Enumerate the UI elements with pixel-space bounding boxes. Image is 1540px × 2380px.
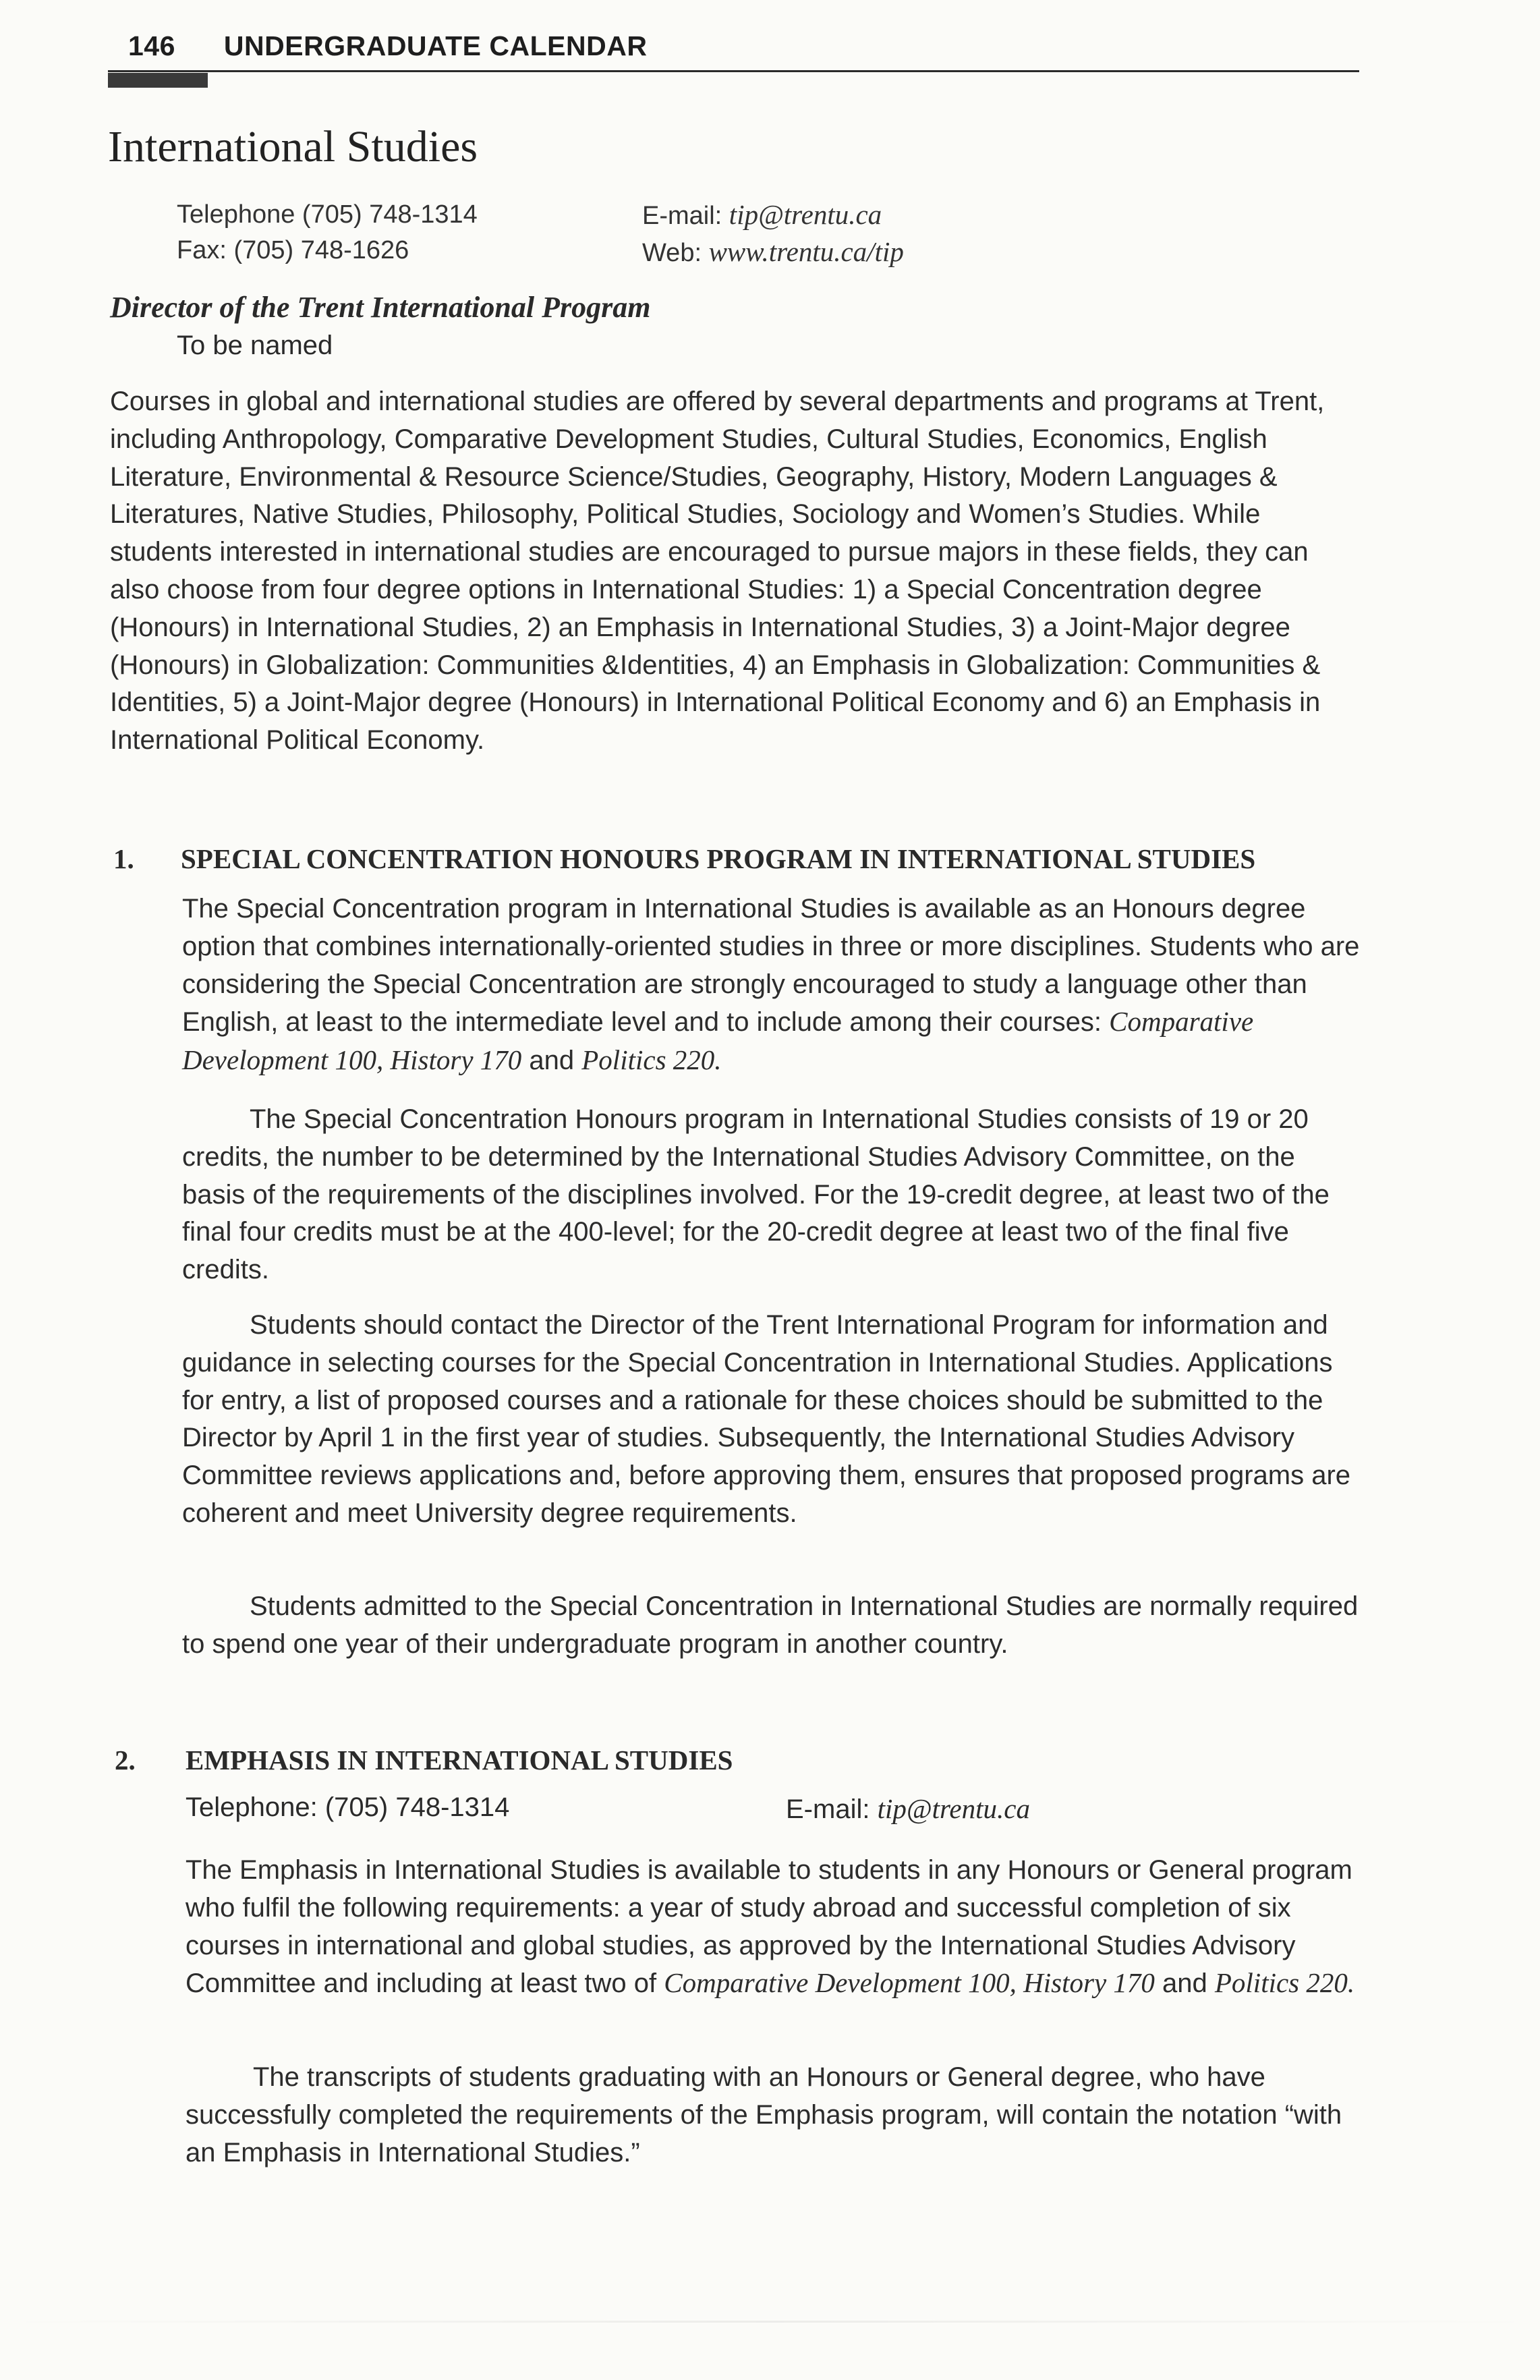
- section-2-paragraph-2: The transcripts of students graduating with an Honours or General degree, who have successfully completed the requirements of the Emphasis program, will contain the notation “with an Emphasis in International Studies.”: [186, 2062, 1342, 2168]
- page-number: 146: [128, 30, 175, 61]
- telephone: Telephone (705) 748-1314: [177, 200, 478, 229]
- section-2-p1-courses: Comparative Development 100, History 170: [664, 1967, 1155, 1999]
- section-1-p1-last: Politics 220.: [581, 1044, 722, 1076]
- section-2-p1-and: and: [1154, 1968, 1215, 1999]
- section-1-number: 1.: [113, 843, 134, 874]
- header-rule: [108, 70, 1359, 72]
- email-label: E-mail:: [642, 202, 729, 230]
- section-1-p1-text: The Special Concentration program in International Studies is available as an Honours degree option that combines internationally-oriented studies in three or more disciplines. Students who are considering the Special Concentration are strongly encouraged to study a language other than English, at least to the intermediate level and to include among their courses:: [182, 894, 1360, 1038]
- section-1-p1-and: and: [521, 1046, 582, 1076]
- web-label: Web:: [642, 239, 709, 267]
- section-2-p1-last: Politics 220.: [1214, 1967, 1355, 1999]
- section-1-title: SPECIAL CONCENTRATION HONOURS PROGRAM IN INTERNATIONAL STUDIES: [181, 843, 1256, 874]
- contact-online-block: [642, 197, 904, 271]
- page-title: International Studies: [108, 122, 478, 171]
- intro-paragraph: Courses in global and international studies are offered by several departments and programs at Trent, including Anthropology, Comparative Development Studies, Cultural Studies, Economics, English Literature, Environmental & Resource Science/Studies, Geography, History, Modern Languages & Literatures, Native Studies, Philosophy, Political Studies, Sociology and Women’s Studies. While students interested in international studies are encouraged to pursue majors in these fields, they can also choose from four degree options in International Studies: 1) a Special Concentration degree (Honours) in International Studies, 2) an Emphasis in International Studies, 3) a Joint-Major degree (Honours) in Globalization: Communities &Identities, 4) an Emphasis in Globalization: Communities & Identities, 5) a Joint-Major degree (Honours) in International Political Economy and 6) an Emphasis in International Political Economy.: [110, 387, 1325, 756]
- section-1-paragraph-4: Students admitted to the Special Concentration in International Studies are normally required to spend one year of their undergraduate program in another country.: [182, 1591, 1359, 1659]
- web-line: [642, 234, 904, 271]
- email-line: [642, 197, 904, 234]
- section-1-paragraph-1: [182, 890, 1363, 1080]
- email-address: tip@trentu.ca: [729, 199, 882, 230]
- section-1-paragraph-2: The Special Concentration Honours program in International Studies consists of 19 or 20 credits, the number to be determined by the International Studies Advisory Committee, on the basis of the requirements of the disciplines involved. For the 19-credit degree, at least two of the final four credits must be at the 400-level; for the 20-credit degree at least two of the final five credits.: [182, 1104, 1330, 1285]
- director-name: To be named: [177, 331, 333, 360]
- section-2-telephone: Telephone: (705) 748-1314: [186, 1792, 510, 1822]
- section-2-p1-text: The Emphasis in International Studies is available to students in any Honours or General program who fulfil the following requirements: a year of study abroad and successful completion of six courses in international and global studies, as approved by the International Studies Advisory Committee and including at least two of: [186, 1855, 1352, 1999]
- fax: Fax: (705) 748-1626: [177, 236, 409, 264]
- section-1-paragraph-3: Students should contact the Director of the Trent International Program for information and guidance in selecting courses for the Special Concentration in International Studies. Applications for entry, a list of proposed courses and a rationale for these choices should be submitted to the Director by April 1 in the first year of studies. Subsequently, the International Studies Advisory Committee reviews applications and, before approving them, ensures that proposed programs are coherent and meet University degree requirements.: [182, 1310, 1351, 1528]
- contact-phone-block: [177, 197, 478, 268]
- header-bar: [108, 73, 208, 88]
- section-2-title: EMPHASIS IN INTERNATIONAL STUDIES: [186, 1745, 733, 1776]
- scan-edge: [0, 2321, 1540, 2323]
- section-1-p1-courses: Comparative Development 100, History 170: [182, 1006, 1254, 1076]
- section-2-email: [786, 1792, 1030, 1825]
- section-2-number: 2.: [115, 1745, 136, 1776]
- web-address: www.trentu.ca/tip: [708, 236, 904, 267]
- section-2-email-label: E-mail:: [786, 1794, 878, 1824]
- section-2-paragraph-1: [186, 1852, 1363, 2003]
- running-title: UNDERGRADUATE CALENDAR: [223, 30, 648, 61]
- section-2-email-address: tip@trentu.ca: [877, 1793, 1030, 1824]
- running-header: [128, 30, 647, 62]
- director-heading: Director of the Trent International Program: [110, 291, 651, 324]
